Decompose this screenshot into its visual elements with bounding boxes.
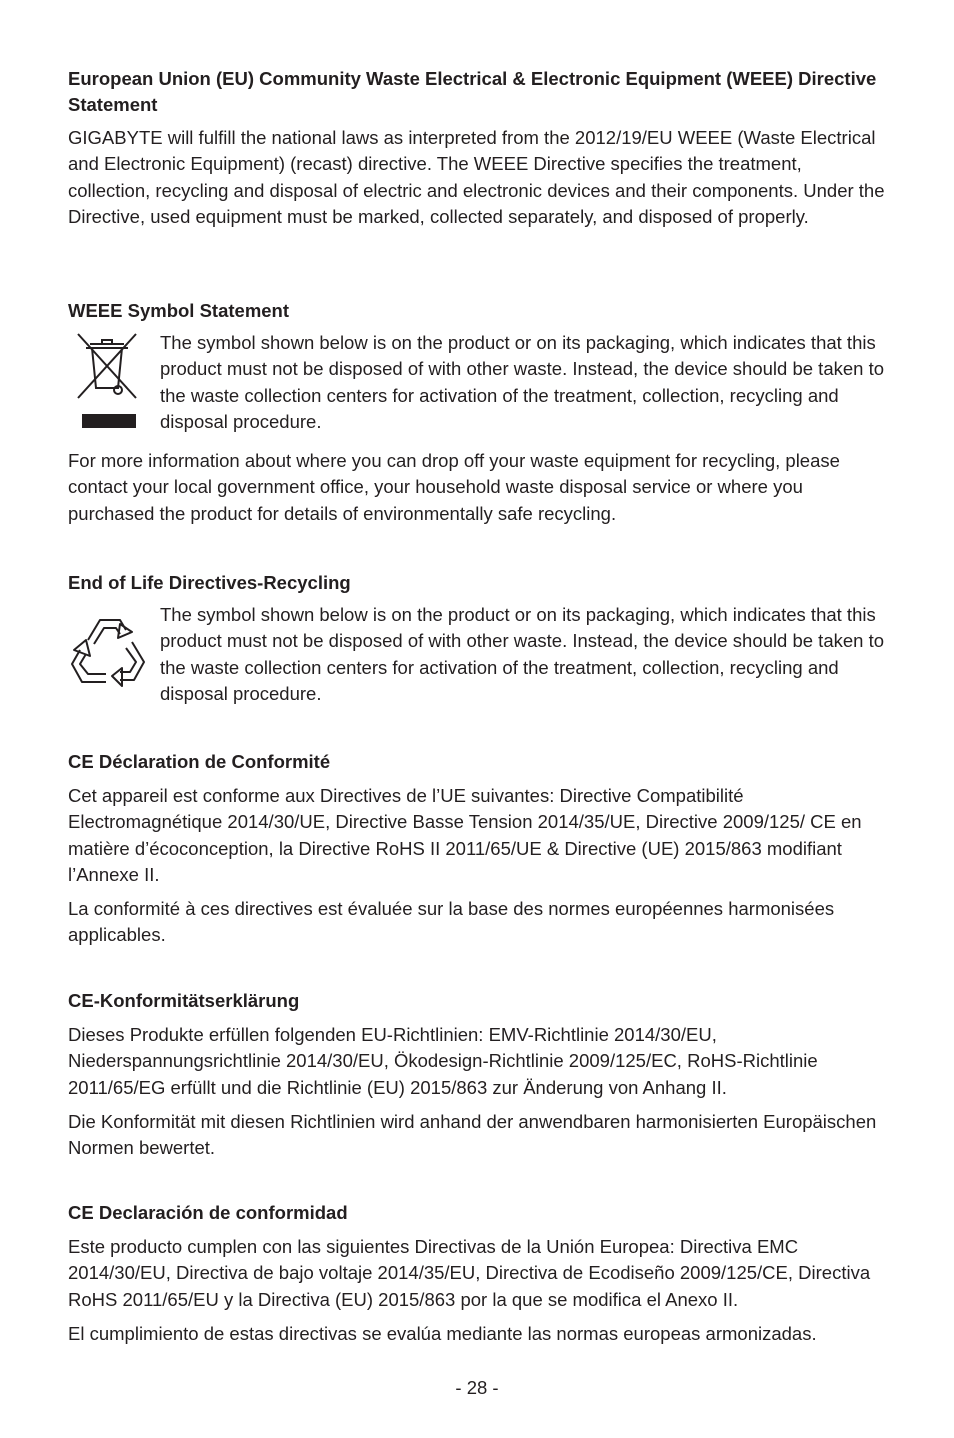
ce-es-section — [68, 1200, 886, 1347]
ce-fr-body-2: La conformité à ces directives est évaluée sur la base des normes européennes harmonisées applicables. — [68, 898, 835, 946]
ce-es-heading: CE Declaración de conformidad — [68, 1202, 348, 1223]
page-number: - 28 - — [455, 1377, 499, 1398]
weee-symbol-heading: WEEE Symbol Statement — [68, 300, 290, 321]
ce-es-body-1: Este producto cumplen con las siguientes Directivas de la Unión Europea: Directiva EMC 2014/30/EU, Directiva de bajo voltaje 2014/35/EU, Directiva de Ecodiseño 2009/125/CE, Directiva RoHS 2011/65/EU y la Directiva (EU) 2015/863 por la que se modifica el Anexo II. — [68, 1236, 871, 1310]
ce-fr-section — [68, 749, 886, 949]
recycle-icon — [68, 602, 160, 702]
weee-more-info: For more information about where you can drop off your waste equipment for recycling, please contact your local government office, your household waste disposal service or where you purchased the product for details of environmentally safe recycling. — [68, 450, 840, 524]
ce-es-body-2: El cumplimiento de estas directivas se evalúa mediante las normas europeas armonizadas. — [68, 1322, 817, 1344]
crossed-out-wheelie-bin-icon — [68, 330, 160, 430]
end-of-life-section — [68, 570, 886, 707]
ce-de-section — [68, 988, 886, 1161]
ce-de-body-1: Dieses Produkte erfüllen folgenden EU-Richtlinien: EMV-Richtlinie 2014/30/EU, Niederspannungsrichtlinie 2014/30/EU, Ökodesign-Richtlinie 2009/125/EC, RoHS-Richtlinie 2011/65/EG erfüllt und die Richtlinie (EU) 2015/863 zur Änderung von Anhang II. — [68, 1024, 818, 1098]
ce-de-body-2: Die Konformität mit diesen Richtlinien wird anhand der anwendbaren harmonisierten Europäischen Normen bewertet. — [68, 1110, 877, 1159]
weee-symbol-text: The symbol shown below is on the product or on its packaging, which indicates that this product must not be disposed of with other waste. Instead, the device should be taken to the waste collection centers for activation of the treatment, collection, recycling and disposal procedure. — [160, 332, 885, 432]
weee-symbol-section — [68, 298, 886, 527]
weee-directive-heading: European Union (EU) Community Waste Electrical & Electronic Equipment (WEEE) Directive Statement — [68, 68, 877, 115]
ce-fr-body-1: Cet appareil est conforme aux Directives de l’UE suivantes: Directive Compatibilité Electromagnétique 2014/30/UE, Directive Basse Tension 2014/35/UE, Directive 2009/125/ CE en matière d’écoconception, la Directive RoHS II 2011/65/UE & Directive (UE) 2015/863 modifiant l’Annexe II. — [68, 785, 862, 885]
weee-directive-section — [68, 66, 886, 230]
weee-directive-body: GIGABYTE will fulfill the national laws as interpreted from the 2012/19/EU WEEE (Waste Electrical and Electronic Equipment) (recast) directive. The WEEE Directive specifies the treatment, collection, recycling and disposal of electric and electronic devices and their components. Under the Directive, used equipment must be marked, collected separately, and disposed of properly. — [68, 127, 885, 227]
end-of-life-heading: End of Life Directives-Recycling — [68, 572, 351, 593]
ce-de-heading: CE-Konformitätserklärung — [68, 990, 300, 1011]
end-of-life-symbol-text: The symbol shown below is on the product or on its packaging, which indicates that this product must not be disposed of with other waste. Instead, the device should be taken to the waste collection centers for activation of the treatment, collection, recycling and disposal procedure. — [160, 604, 885, 704]
ce-fr-heading: CE Déclaration de Conformité — [68, 751, 331, 772]
